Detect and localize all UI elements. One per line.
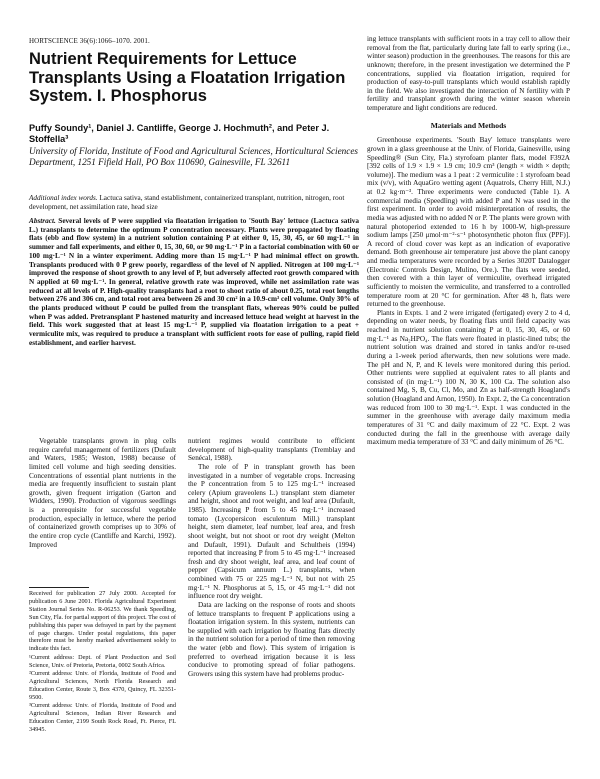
journal-citation: HORTSCIENCE 36(6):1066–1070. 2001. [29, 37, 150, 45]
body-paragraph: Data are lacking on the response of roots and shoots of lettuce transplants to frequent P applications using a floatation irrigation system. In this system, nutrients can be supplied with each irrigation by floating flats directly in the nutrient solution for a period of time then removing the water (ebb and flow). This system of irrigation is preferred to overhead irrigation because it is less conducive to promoting spread of foliar pathogens. Growers using this system have had problems produc- [188, 600, 355, 678]
body-column-2 [188, 437, 355, 679]
footnotes [29, 590, 176, 734]
author-list: Puffy Soundy¹, Daniel J. Cantliffe, George J. Hochmuth², and Peter J. Stoffella³ [29, 123, 330, 144]
footnote: ²Current address: Univ. of Florida, Institute of Food and Agricultural Sciences, North Florida Research and Education Center, Route 3, Box 4370, Quincy, FL 32351-9500. [29, 670, 176, 701]
author-affiliation: University of Florida, Institute of Food and Agricultural Sciences, Horticultural Sciences Department, 1251 Fifield Hall, PO Box 110690, Gainesville, FL 32611 [29, 146, 359, 167]
footnote: ¹Current address: Dept. of Plant Production and Soil Science, Univ. of Pretoria, Pretoria, 0002 South Africa. [29, 653, 176, 669]
footnote: Received for publication 27 July 2000. Accepted for publication 6 June 2001. Florida Agricultural Experiment Station Journal Series No. R-06253. We thank Speedling, Sun City, Fla. for partial support of this project. The cost of publishing this paper was defrayed in part by the payment of page charges. Under postal regulations, this paper therefore must be hereby marked advertisement solely to indicate this fact. [29, 590, 176, 653]
body-paragraph: ing lettuce transplants with sufficient roots in a tray cell to allow their removal from the flat, particularly during late fall to early spring (i.e., winter season) production in the greenhouses. The reasons for this are unknown; therefore, in the present investigation we determined the P concentrations, supplied via floatation irrigation, required for production of easy-to-pull transplants which would establish rapidly in the field. We also investigated the interaction of N fertility with P fertility and transplant growth during the winter season wherein temperature and light conditions are reduced. [367, 35, 570, 112]
abstract-label: Abstract. [29, 217, 56, 225]
paper-title: Nutrient Requirements for Lettuce Transplants Using a Floatation Irrigation System. I. Phosphorus [29, 50, 346, 105]
body-paragraph: nutrient regimes would contribute to efficient development of high-quality transplants (Tremblay and Senécal, 1988). [188, 437, 355, 463]
index-words [29, 194, 359, 212]
body-paragraph: Plants in Expts. 1 and 2 were irrigated (fertigated) every 2 to 4 d, depending on water needs, by floating flats until field capacity was reached in nutrient solution containing P at 0, 15, 30, 45, or 60 mg·L⁻¹ as Na₂HPO₄. The flats were floated in plastic-lined tubs; the nutrient solution was drained and stored in tanks and/or re-used during a 1-week period afterwards, then new solutions were made. The pH and N, P, and K levels were monitored during this period. Other nutrients were supplied at equivalent rates to all plants and consisted of (in mg·L⁻¹) 100 N, 30 K, 100 Ca. The solution also contained Mg, S, B, Cu, Cl, Mo, and Zn as half-strength Hoagland's solution (Hoagland and Arnon, 1950). In Expt. 2, the Ca concentration was reduced from 100 to 30 mg·L⁻¹. Expt. 1 was conducted in the summer in the greenhouse with average daily maximum media temperatures of 31 °C and daily maximum of 22 °C. Expt. 2 was conducted during the fall in the greenhouse with average daily maximum media temperature of 33 °C and daily minimum of 26 °C. [367, 308, 570, 447]
index-words-text: Lactuca sativa, stand establishment, containerized transplant, nutrition, nitrogen, root development, net assimilation rate, head size [29, 194, 345, 211]
body-column-1 [29, 437, 176, 549]
abstract-text: Several levels of P were supplied via floatation irrigation to 'South Bay' lettuce (Lactuca sativa L.) transplants to determine the optimum P concentration necessary. Plants were propagated by floating flats (ebb and flow system) in a nutrient solution containing P at either 0, 15, 30, 45, or 60 mg·L⁻¹ in summer and fall experiments, and either 0, 15, 30, 60, or 90 mg·L⁻¹ P in a factorial combination with 60 or 100 mg·L⁻¹ N in a winter experiment. Adding more than 15 mg·L⁻¹ P had minimal effect on growth. Transplants produced with 0 P grew poorly, regardless of the level of N applied. Nitrogen at 100 mg·L⁻¹ improved the response of shoot growth to any level of P, but adversely affected root growth compared with N applied at 60 mg·L⁻¹. In general, relative growth rate was improved, while net assimilation rate was reduced at all levels of P. High-quality transplants had a root to shoot ratio of about 0.25, total root lengths between 276 and 306 cm, and total root area between 26 and 30 cm² in a 10.9-cm³ cell volume. Only 30% of the plants produced without P could be pulled from the transplant flats, whereas 90% could be pulled when P was added. Pretransplant P hastened maturity and increased lettuce head weight at harvest in the field. This work suggested that at least 15 mg·L⁻¹ P, supplied via floatation irrigation to a peat + vermiculite mix, was required to produce a transplant with sufficient roots for ease of pulling, rapid field establishment, and earlier harvest. [29, 217, 360, 347]
body-column-3 [367, 35, 570, 447]
body-paragraph: Greenhouse experiments. 'South Bay' lettuce transplants were grown in a glass greenhouse at the Univ. of Florida, Gainesville, using Speedling® (Sun City, Fla.) styrofoam planter flats, model F392A [392 cells of 1.9 × 1.9 × 1.9 cm; 10.9 cm³ (length × width × depth; volume)]. The medium was a 1 peat : 2 vermiculite : 1 styrofoam bead mix (v/v), with AquaGro wetting agent (Aquatrols, Cherry Hill, N.J.) at 0.2 kg·m⁻³. Three experiments were conducted (Table 1). A commercial media (Speedling) with added P and N was used in the first experiment. In order to avoid misinterpretation of results, the media was adjusted with no added N or P. The plants were grown with natural photoperiod extended to 16 h by 1000-W, high-pressure sodium lamps [250 μmol·m⁻²·s⁻¹ photosynthetic photon flux (PPF)]. A record of cloud cover was kept as an indication of evaporative demand. Both greenhouse air temperature just above the plant canopy and media temperatures were recorded by a Series 3020T Datalogger (Electronic Controls Design, Mulino, Ore.). The flats were seeded, then covered with a thin layer of vermiculite, overhead irrigated sufficiently to moisten the vermiculite, and transferred to a controlled temperature room at 20 °C for germination. After 48 h, flats were returned to the greenhouse. [367, 136, 570, 309]
body-paragraph: The role of P in transplant growth has been investigated in a number of vegetable crops. Increasing the P concentration from 5 to 125 mg·L⁻¹ increased celery (Apium graveolens L.) transplant stem diameter and height, shoot and root weight, and leaf area (Dufault, 1985). Increasing P from 5 to 45 mg·L⁻¹ increased tomato (Lycopersicon esculentum Mill.) transplant height, stem diameter, leaf number, leaf area, and fresh shoot weight, but not shoot or root dry weight (Melton and Dufault, 1991). Dufault and Schultheis (1994) reported that increasing P from 5 to 45 mg·L⁻¹ increased fresh and dry shoot weight, leaf area, and leaf count of pepper (Capsicum annuum L.) transplants, when combined with 75 or 225 mg·L⁻¹ N, but not with 25 mg·L⁻¹ N. Phosphorus at 5, 15, or 45 mg·L⁻¹ did not influence root dry weight. [188, 462, 355, 601]
footnote: ³Current address: Univ. of Florida, Institute of Food and Agricultural Sciences, Indian River Research and Education Center, 2199 South Rock Road, Ft. Pierce, FL 34945. [29, 702, 176, 733]
footnote-rule [29, 587, 89, 588]
abstract [29, 217, 359, 348]
intro-paragraph: Vegetable transplants grown in plug cells require careful management of fertilizers (Dufault and Waters, 1985; Weston, 1988) because of limited cell volume and high seeding densities. Concentrations of essential plant nutrients in the media are frequently insufficient to sustain plant growth, given frequent irrigation (Garton and Widders, 1990). Production of vigorous seedlings is a prerequisite for successful vegetable production, especially in lettuce, where the period of containerized growth comprises up to 30% of the entire crop cycle (Cantliffe and Karchi, 1992). Improved [29, 437, 176, 549]
section-heading: Materials and Methods [430, 120, 507, 130]
index-words-label: Additional index words. [29, 194, 98, 202]
